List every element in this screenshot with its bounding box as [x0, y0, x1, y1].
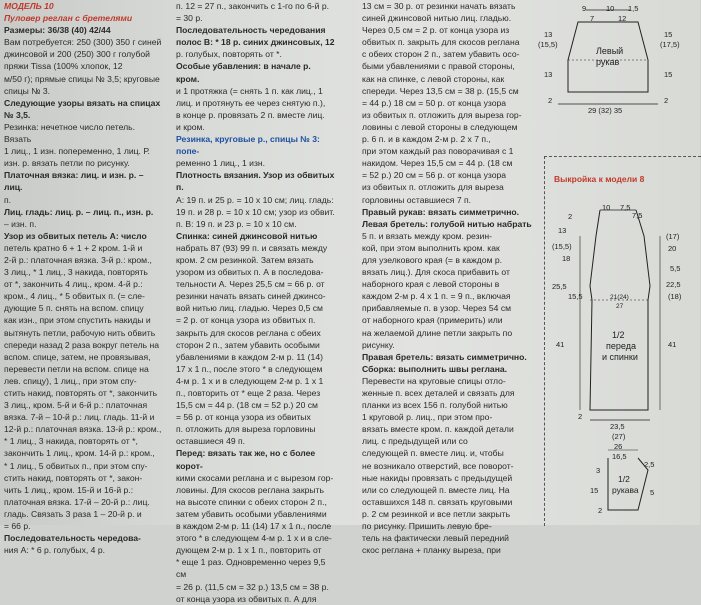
dim-body-2b: 2 — [578, 412, 583, 421]
dim-12: 12 — [618, 14, 627, 23]
text-line: Перед: вязать так же, но с более корот- — [176, 448, 316, 471]
text-line: р. 2 см резинкой и все петли закрыть — [362, 508, 511, 519]
text-line: стить накид, повторять от *, закончить — [4, 388, 158, 398]
text-line: с обеих сторон 2 п., затем убавить осо- — [362, 49, 520, 60]
text-line: м/50 г); прямые спицы № 3,5; круговые — [4, 73, 160, 84]
text-line: вязать вместе кром. п. каждой детали — [362, 424, 514, 435]
text-line: Правая бретель: вязать симметрично. — [362, 351, 527, 362]
text-line: 1 лиц., 1 изн. попеременно, 1 лиц. Р. — [4, 146, 150, 157]
text-column-2 — [176, 0, 336, 605]
text-line: в конце р. провязать 2 п. вместе лиц. — [176, 109, 325, 120]
text-line: закрыть для скосов реглана с обеих — [176, 327, 321, 338]
text-line: не возникало отверстий, все поворот- — [362, 460, 514, 471]
dim-13b: 13 — [544, 70, 553, 79]
text-line: лиц. и протянуть ее через снятую п.), — [176, 97, 326, 108]
text-line: на высоте спинки с обеих сторон 2 п., — [176, 496, 327, 507]
dim-body-21-24: 21(24) — [610, 294, 629, 301]
text-line: чить 1 лиц., кром. 15-й и 16-й р.: — [4, 484, 134, 495]
dim-strap-2: 2 — [598, 506, 603, 515]
dim-15b: 15 — [664, 70, 673, 79]
dim-body-7-5b: 7,5 — [632, 211, 643, 220]
text-line: Платочная вязка: лиц. и изн. р. – лиц. — [4, 170, 144, 193]
text-line: 12-й р.: платочная вязка. 13-й р.: кром., — [4, 424, 162, 435]
text-line: = 52 р.) 20 см = 56 р. от конца узора — [362, 170, 507, 181]
text-line: как на спинке, с левой стороны, как — [362, 73, 505, 84]
text-line: Правый рукав: вязать симметрично. — [362, 206, 520, 217]
text-column-3 — [362, 0, 532, 556]
text-line: 17 х 1 п., после этого * в следующем — [176, 363, 323, 374]
text-line: тельности А. Через 25,5 см = 66 р. от — [176, 279, 325, 290]
text-line: изн. р. вязать петли по рисунку. — [4, 158, 130, 169]
text-line: женные п. всех деталей и связать для — [362, 388, 515, 398]
dim-2a: 2 — [548, 96, 553, 105]
text-line: = 30 р. — [176, 13, 203, 24]
text-line: вспом. спице, затем, не провязывая, — [4, 351, 151, 362]
text-line: Пуловер реглан с бретелями — [4, 13, 133, 24]
text-line: как изн., при этом спустить накиды и — [4, 315, 151, 326]
text-line: полос В: * 18 р. синих джинсовых, 12 — [176, 37, 335, 48]
dim-body-10: 10 — [602, 203, 611, 212]
text-line: 4-м р. 1 х и в следующем 2-м р. 1 х 1 — [176, 375, 324, 386]
text-line: кой, при этом выполнить кром. как — [362, 242, 500, 253]
text-line: 1 круговой р. лиц., при этом про- — [362, 412, 493, 423]
text-line: каждом 2-м р. 4 х 1 п. = 9 п., включая — [362, 291, 511, 302]
text-line: от конца узора из обвитых п. А для — [176, 593, 317, 604]
text-line: планки из всех 156 п. голубой нитью — [362, 400, 508, 411]
text-line: скос реглана + планку выреза, при — [362, 545, 501, 556]
text-line: – изн. п. — [4, 218, 37, 229]
text-line: узором из обвитых п. А в последова- — [176, 267, 324, 278]
dim-2b: 2 — [664, 96, 669, 105]
text-line: Спинка: синей джинсовой нитью — [176, 230, 318, 241]
text-line: кими скосами реглана и с вырезом гор- — [176, 472, 334, 483]
dim-17-5: (17,5) — [660, 40, 680, 49]
text-line: = 44 р.) 18 см = 50 р. от конца узора — [362, 97, 507, 108]
text-line: п. 12 = 27 п., закончить с 1-го по 6-й р. — [176, 1, 329, 11]
text-line: кром., 4 лиц., * 5 обвитых п. (= сле- — [4, 291, 145, 302]
dim-body-23-5: 23,5 — [610, 422, 625, 431]
dim-body-27b: (27) — [612, 432, 626, 441]
text-line: * 1 лиц., 5 обвитых п., при этом спу- — [4, 460, 148, 471]
label-panel-2: переда — [606, 341, 636, 351]
text-line: Через 0,5 см = 2 р. от конца узора из — [362, 25, 510, 36]
text-line: обвитых п. закрыть для скосов реглана — [362, 37, 520, 48]
text-line: МОДЕЛЬ 10 — [4, 1, 54, 11]
text-line: горловины оставшиеся 7 п. — [362, 194, 472, 205]
text-line: 3 лиц., * 1 лиц., 3 накида, повторять — [4, 267, 148, 278]
text-line: Сборка: выполнить швы реглана. — [362, 363, 508, 374]
text-line: 2-й р.: платочная вязка. 3-й р.: кром., — [4, 254, 152, 265]
text-line: рисунку. — [362, 339, 395, 350]
dim-body-25-5: 25,5 — [552, 282, 567, 291]
text-line: лев. спицу), 1 лиц., при этом спу- — [4, 375, 137, 386]
dim-body-41a: 41 — [556, 340, 565, 349]
text-line: № 3,5. — [4, 109, 31, 120]
text-line: из обвитых п. отложить для выреза гор- — [362, 109, 522, 120]
text-line: А: 19 п. и 25 р. = 10 х 10 см; лиц. гладь: — [176, 194, 334, 205]
text-line: Последовательность чередова- — [4, 533, 141, 544]
dim-body-22-5: 22,5 — [666, 280, 681, 289]
dim-strap-15: 15 — [590, 486, 599, 495]
text-line: для узелкового края (= в каждом р. — [362, 254, 503, 265]
text-line: лиц. с предыдущей или со — [362, 436, 468, 447]
text-line: дующем 2-м р. 1 х 1 п., повторить от — [176, 545, 322, 556]
dim-strap-5: 5 — [650, 488, 655, 497]
dim-strap-3: 3 — [596, 466, 601, 475]
dim-body-20: 20 — [668, 244, 677, 253]
text-line: синей джинсовой нитью лиц. гладью. — [362, 13, 512, 24]
text-line: стить накид, повторять от *, закон- — [4, 472, 143, 483]
text-line: при этом каждый раз поворачивая с 1 — [362, 146, 514, 157]
text-line: затем убавить особыми убавлениями — [176, 508, 327, 519]
text-line: вязать лиц.). Для скоса прибавить от — [362, 267, 510, 278]
text-line: и кром. — [176, 121, 205, 132]
text-line: на желаемой длине петли закрыть по — [362, 327, 513, 338]
text-line: оставшихся 148 п. связать круговыми — [362, 496, 513, 507]
text-line: тель на фактически левый передний — [362, 533, 509, 544]
text-line: р. голубых, повторять от *. — [176, 49, 282, 60]
text-line: ловины с левой стороны в следующем — [362, 121, 518, 132]
dim-strap-2-5: 2,5 — [644, 460, 655, 469]
text-line: кром. 2 см резинкой. Затем вязать — [176, 254, 314, 265]
text-line: оставшиеся 49 п. — [176, 436, 246, 447]
dim-7: 7 — [590, 14, 595, 23]
text-line: пряжи Tissa (100% хлопок, 12 — [4, 61, 123, 72]
text-line: спицы № 3. — [4, 85, 51, 96]
text-line: Резинка: нечетное число петель. Вязать — [4, 121, 135, 145]
text-line: спереди. Через 13,5 см = 38 р. (15,5 см — [362, 85, 519, 96]
diagram-frame — [544, 156, 701, 526]
text-line: сторон 2 п., затем убавить особыми — [176, 339, 320, 350]
text-line: 19 п. и 28 р. = 10 х 10 см; узор из обвит. — [176, 206, 335, 217]
text-line: вязка. 7-й – 10-й р.: лиц. гладь. 11-й и — [4, 412, 155, 423]
text-line: ловины. Для скосов реглана закрыть — [176, 484, 324, 495]
text-line: п., повторить от * еще 2 раза. Через — [176, 388, 321, 398]
text-line: * 1 лиц., 3 накида, повторять от *, — [4, 436, 138, 447]
dim-10: 10 — [606, 4, 615, 13]
dim-body-26: 26 — [614, 442, 623, 451]
text-line: резинки начать вязать синей джинсо- — [176, 291, 326, 302]
dim-body-15-5b: 15,5 — [568, 292, 583, 301]
text-line: спереди назад 2 раза вокруг петель на — [4, 339, 159, 350]
text-line: по рисунку. Пришить левую бре- — [362, 521, 492, 532]
text-line: * еще 1 раз. Одновременно через 9,5 см — [176, 557, 326, 580]
label-left-sleeve-1: Левый — [596, 46, 624, 56]
text-line: = 66 р. — [4, 521, 31, 532]
text-line: и 1 протяжка (= снять 1 п. как лиц., 1 — [176, 85, 323, 96]
text-line: п. В: 19 п. и 23 р. = 10 х 10 см. — [176, 218, 297, 229]
text-line: Плотность вязания. Узор из обвитых п. — [176, 170, 335, 193]
dim-15: 15 — [664, 30, 673, 39]
dim-body-17: (17) — [666, 232, 680, 241]
text-line: Последовательность чередования — [176, 25, 326, 36]
dim-body-15-5: (15,5) — [552, 242, 572, 251]
text-line: дующие 5 п. снять на вспом. спицу — [4, 303, 144, 314]
text-line: убавлениями в каждом 2-м р. 11 (14) — [176, 351, 323, 362]
label-strap-1: 1/2 — [618, 474, 630, 484]
text-line: ременно 1 лиц., 1 изн. — [176, 158, 266, 169]
text-line: платочная вязка. 17-й – 20-й р.: лиц. — [4, 496, 150, 507]
text-line: вой нитью лиц. гладью. Через 0,5 см — [176, 303, 323, 314]
text-line: = 26 р. (11,5 см = 32 р.) 13,5 см = 38 р. — [176, 581, 329, 592]
text-line: или со следующей п. вместе лиц. На — [362, 484, 510, 495]
dim-15-5: (15,5) — [538, 40, 558, 49]
text-line: джинсовой и 200 (250) 300 г голубой — [4, 49, 150, 60]
text-column-1 — [4, 0, 164, 556]
text-line: 13 см = 30 р. от резинки начать вязать — [362, 1, 516, 11]
text-line: = 56 р. от конца узора из обвитых — [176, 412, 311, 423]
dim-body-18: 18 — [562, 254, 571, 263]
text-line: 3 лиц., кром. 5-й и 6-й р.: платочная — [4, 400, 148, 411]
text-line: Перевести на круговые спицы отло- — [362, 375, 506, 386]
text-line: ния А: * 6 р. голубых, 4 р. — [4, 545, 105, 556]
label-panel-1: 1/2 — [612, 330, 625, 340]
dim-strap-16-5: 16,5 — [612, 452, 627, 461]
label-panel-3: и спинки — [602, 352, 638, 362]
dim-9: 9 — [582, 4, 587, 13]
text-line: из обвитых п. отложить для выреза — [362, 182, 504, 193]
dim-body-18b: (18) — [668, 292, 682, 301]
label-left-sleeve-2: рукав — [596, 57, 620, 67]
dim-body-41b: 41 — [668, 340, 677, 349]
text-line: петель кратно 6 + 1 + 2 кром. 1-й и — [4, 242, 143, 253]
text-line: накидом. Через 15,5 см = 44 р. (18 см — [362, 158, 513, 169]
text-line: п. отложить для выреза горловины — [176, 424, 316, 435]
text-line: Узор из обвитых петель А: число — [4, 230, 147, 241]
dim-body-2: 2 — [568, 212, 573, 221]
text-line: Следующие узоры вязать на спицах — [4, 97, 161, 108]
dim-13: 13 — [544, 30, 553, 39]
text-line: в каждом 2-м р. 11 (14) 17 х 1 п., после — [176, 521, 332, 532]
text-line: Лиц. гладь: лиц. р. – лиц. п., изн. р. — [4, 206, 154, 217]
dim-body-13: 13 — [558, 226, 567, 235]
label-strap-2: рукава — [612, 485, 639, 495]
dim-body-7-5: 7,5 — [620, 203, 631, 212]
text-line: от наборного края (примерить) или — [362, 315, 503, 326]
text-line: Резинка, круговые р., спицы № 3: попе- — [176, 134, 320, 157]
dim-body-5-5: 5,5 — [670, 264, 681, 273]
text-line: набрать 87 (93) 99 п. и связать между — [176, 242, 328, 253]
text-line: Особые убавления: в начале р. кром. — [176, 61, 311, 84]
text-line: = 2 р. от конца узора из обвитых п. — [176, 315, 316, 326]
dim-29-32-35: 29 (32) 35 — [588, 106, 623, 115]
text-line: ные накиды провязать с предыдущей — [362, 472, 513, 483]
text-line: следующей п. вместе лиц. и, чтобы — [362, 448, 504, 459]
text-line: гладь. Связать 3 раза 1 – 20-й р. и — [4, 508, 142, 519]
text-line: закончить 1 лиц., кром. 14-й р.: кром., — [4, 448, 155, 459]
text-line: вытянуть петли, рабочую нить обвить — [4, 327, 156, 338]
text-line: этого * в следующем 4-м р. 1 х и в сле- — [176, 533, 332, 544]
text-line: перевести петли на вспом. спице на — [4, 363, 149, 374]
dim-1-5: 1,5 — [628, 4, 639, 13]
text-line: наборного края с левой стороны в — [362, 279, 500, 290]
text-line: Левая бретель: голубой нитью набрать — [362, 218, 532, 229]
text-line: прибавляемые п. в узор. Через 54 см — [362, 303, 512, 314]
text-line: Размеры: 36/38 (40) 42/44 — [4, 25, 111, 36]
diagram-caption: Выкройка к модели 8 — [554, 174, 645, 184]
text-line: Вам потребуется: 250 (300) 350 г синей — [4, 37, 162, 48]
text-line: быми убавлениями с правой стороны, — [362, 61, 515, 72]
text-line: п. — [4, 194, 12, 205]
text-line: от *, закончить 4 лиц., кром. 4-й р.: — [4, 279, 143, 290]
dim-body-27: 27 — [616, 303, 624, 310]
text-line: 15,5 см = 44 р. (18 см = 52 р.) 20 см — [176, 400, 318, 411]
text-line: 5 п. и вязать между кром. резин- — [362, 230, 492, 241]
text-line: р. 6 п. и в каждом 2-м р. 2 х 7 п., — [362, 134, 491, 145]
